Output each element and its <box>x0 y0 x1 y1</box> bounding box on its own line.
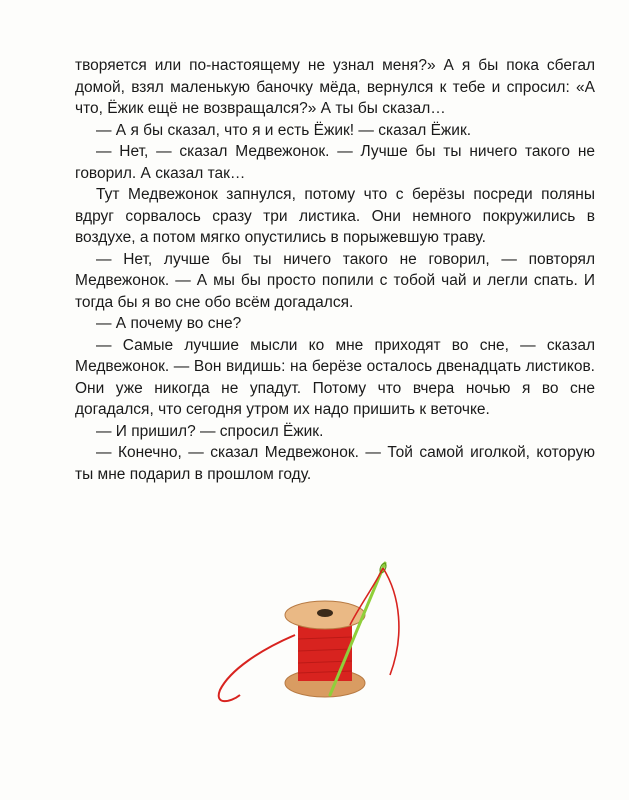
paragraph-2: — А я бы сказал, что я и есть Ёжик! — сказал Ёжик. <box>96 121 472 139</box>
paragraph-4: Тут Медвежонок запнулся, потому что с берёзы посреди поляны вдруг сорвалось сразу три листика. Они немного покружились в воздухе, а потом мягко опустились в порыжевшую траву. <box>75 186 595 246</box>
paragraph-6: — А почему во сне? <box>96 315 242 332</box>
paragraph-8: — И пришил? — спросил Ёжик. <box>96 422 324 440</box>
paragraph-7: — Самые лучшие мысли ко мне приходят во сне, — сказал Медвежонок. — Вон видишь: на берёзе осталось двенадцать листиков. Они уже никогда не упадут. Потому что вчера ночью я во сне догадался, что сегодня утром их надо пришить к веточке. <box>75 336 595 418</box>
paragraph-1: творяется или по-настоящему не узнал меня?» А я бы пока сбегал домой, взял маленькую баночку мёда, вернулся к тебе и спросил: «А что, Ёжик ещё не возвращался?» А ты бы сказал… <box>75 57 595 117</box>
paragraph-5: — Нет, лучше бы ты ничего такого не говорил, — повторял Медвежонок. — А мы бы просто попили с тобой чай и легли спать. И тогда бы я во сне обо всём догадался. <box>75 250 595 311</box>
paragraph-9: — Конечно, — сказал Медвежонок. — Той самой иголкой, которую ты мне подарил в прошлом году. <box>75 444 595 483</box>
spool-hole <box>317 609 333 617</box>
paragraph-3: — Нет, — сказал Медвежонок. — Лучше бы ты ничего такого не говорил. А сказал так… <box>75 143 595 182</box>
story-text <box>75 55 595 485</box>
spool-illustration <box>200 555 430 725</box>
thread-loose-end <box>219 635 295 701</box>
